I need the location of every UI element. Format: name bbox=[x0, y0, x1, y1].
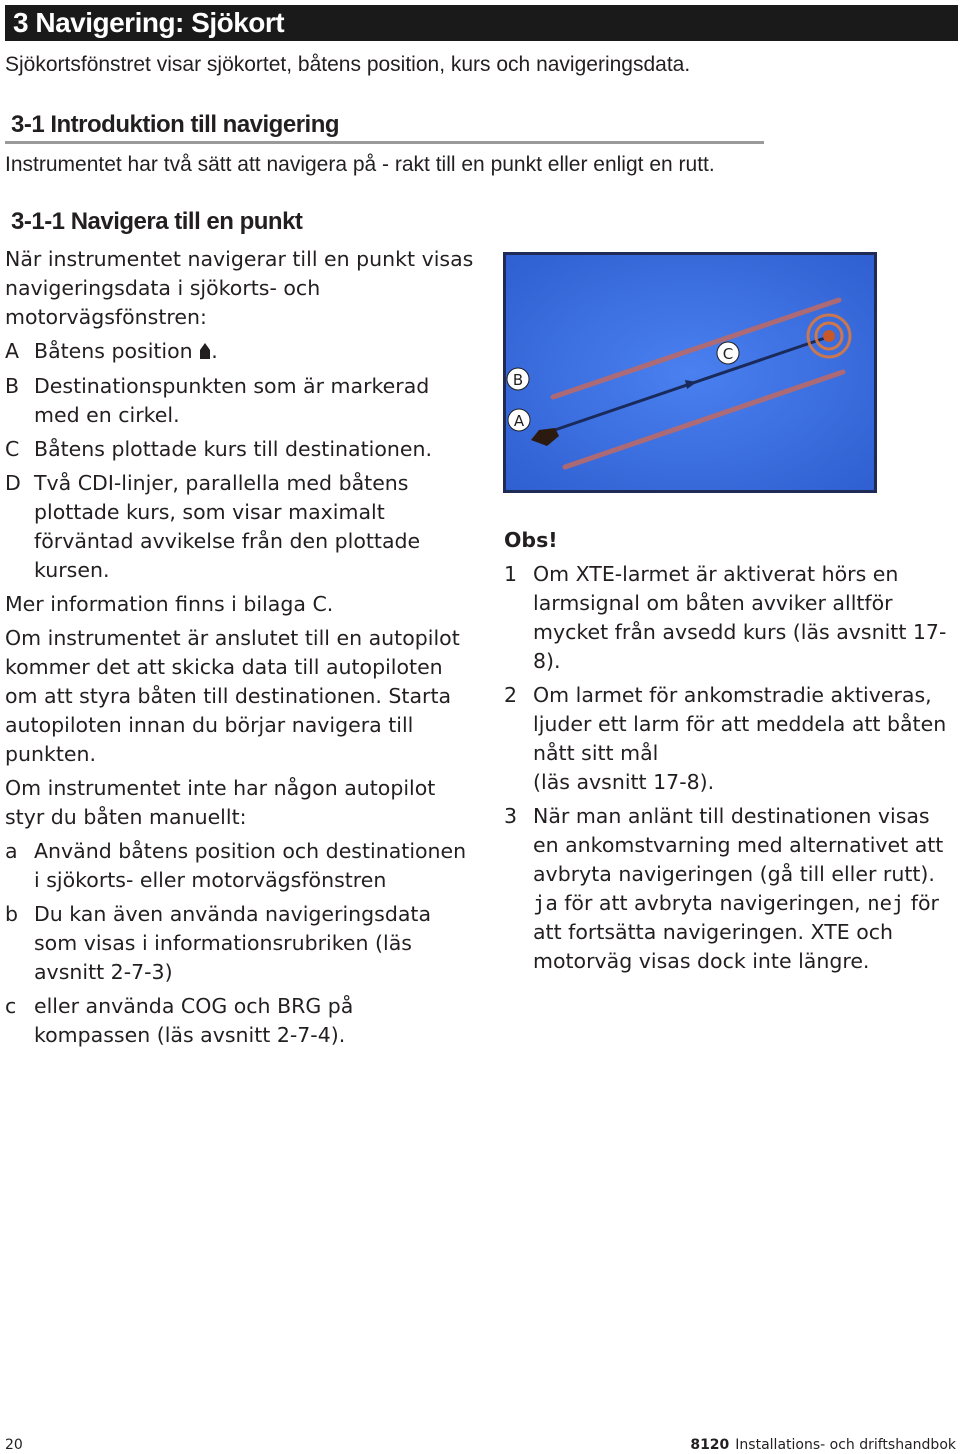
no-autopilot-text: Om instrumentet inte har någon autopilot styr du båten manuellt: bbox=[5, 776, 436, 829]
step-key: a bbox=[5, 839, 18, 863]
note-text: Om XTE-larmet är aktiverat hörs en larmsignal om båten avviker alltför mycket från avsedd kurs (läs avsnitt 17-8). bbox=[533, 562, 947, 673]
step-text: Använd båtens position och destinationen i sjökorts- eller motorvägsfönstren bbox=[34, 839, 467, 892]
chart-frame bbox=[505, 254, 876, 492]
legend-key: C bbox=[5, 437, 20, 461]
legend-item bbox=[5, 435, 475, 464]
autopilot-text: Om instrumentet är anslutet till en autopilot kommer det att skicka data till autopiloten om att styra båten till destinationen. Starta autopiloten innan du börjar navigera till punkten. bbox=[5, 626, 460, 766]
step-item bbox=[5, 837, 475, 895]
section-text: Instrumentet har två sätt att navigera på - rakt till en punkt eller enligt en rutt. bbox=[5, 153, 715, 176]
code-yes: ja bbox=[533, 891, 558, 915]
label-c: C bbox=[722, 345, 734, 363]
step-item bbox=[5, 992, 475, 1050]
legend-text: Två CDI-linjer, parallella med båtens plottade kurs, som visar maximalt förväntad avvikelse från den plottade kursen. bbox=[34, 471, 421, 582]
legend-text: Båtens plottade kurs till destinationen. bbox=[34, 437, 432, 461]
label-a: A bbox=[513, 412, 525, 430]
code-no: nej bbox=[867, 891, 905, 915]
note-text: Om larmet för ankomstradie aktiveras, ljuder ett larm för att meddela att båten nått sitt mål bbox=[533, 683, 947, 765]
label-b: B bbox=[512, 371, 524, 389]
section-rule bbox=[5, 141, 764, 144]
page-number: 20 bbox=[5, 1437, 23, 1453]
note-text-mid: för att avbryta navigeringen, bbox=[557, 891, 868, 915]
legend-item bbox=[5, 372, 475, 430]
more-info-text: Mer information finns i bilaga C. bbox=[5, 592, 334, 616]
footer-title bbox=[690, 1437, 956, 1453]
footer-model: 8120 bbox=[690, 1437, 730, 1453]
notes-title: Obs! bbox=[504, 528, 558, 552]
subsection-heading: 3-1-1 Navigera till en punkt bbox=[11, 208, 303, 235]
section-heading: 3-1 Introduktion till navigering bbox=[11, 111, 340, 138]
note-item bbox=[504, 681, 960, 797]
legend-item bbox=[5, 469, 475, 585]
note-key: 1 bbox=[504, 562, 518, 586]
footer-manual-title: Installations- och driftshandbok bbox=[735, 1437, 956, 1453]
note-key: 2 bbox=[504, 683, 518, 707]
step-text: eller använda COG och BRG på kompassen (läs avsnitt 2-7-4). bbox=[34, 994, 354, 1047]
legend-text: Destinationspunkten som är markerad med en cirkel. bbox=[34, 374, 430, 427]
chart-illustration bbox=[503, 252, 877, 493]
boat-icon bbox=[199, 338, 211, 367]
chart-figure bbox=[503, 252, 877, 493]
step-key: b bbox=[5, 902, 19, 926]
left-column bbox=[5, 245, 475, 1055]
right-column bbox=[504, 526, 960, 981]
intro-text: Sjökortsfönstret visar sjökortet, båtens position, kurs och navigeringsdata. bbox=[5, 53, 691, 76]
legend-suffix: . bbox=[211, 339, 218, 363]
legend-text: Båtens position bbox=[34, 339, 193, 363]
step-key: c bbox=[5, 994, 17, 1018]
note-text: När man anlänt till destinationen visas en ankomstvarning med alternativet att avbryta navigeringen (gå till eller rutt). bbox=[533, 804, 944, 886]
legend-key: B bbox=[5, 374, 20, 398]
note-item bbox=[504, 560, 960, 676]
step-item bbox=[5, 900, 475, 987]
note-item bbox=[504, 802, 960, 976]
legend-key: D bbox=[5, 471, 21, 495]
note-text-ref: (läs avsnitt 17-8). bbox=[533, 770, 715, 794]
destination-dot bbox=[823, 330, 835, 342]
legend-key: A bbox=[5, 339, 20, 363]
note-text-after: för att fortsätta navigeringen. XTE och motorväg visas dock inte längre. bbox=[533, 891, 939, 973]
step-text: Du kan även använda navigeringsdata som visas i informationsrubriken (läs avsnitt 2-7-3) bbox=[34, 902, 432, 984]
chapter-title: 3 Navigering: Sjökort bbox=[5, 5, 958, 41]
legend-item bbox=[5, 337, 475, 367]
subsection-intro: När instrumentet navigerar till en punkt visas navigeringsdata i sjökorts- och motorvägsfönstren: bbox=[5, 247, 474, 329]
note-key: 3 bbox=[504, 804, 518, 828]
